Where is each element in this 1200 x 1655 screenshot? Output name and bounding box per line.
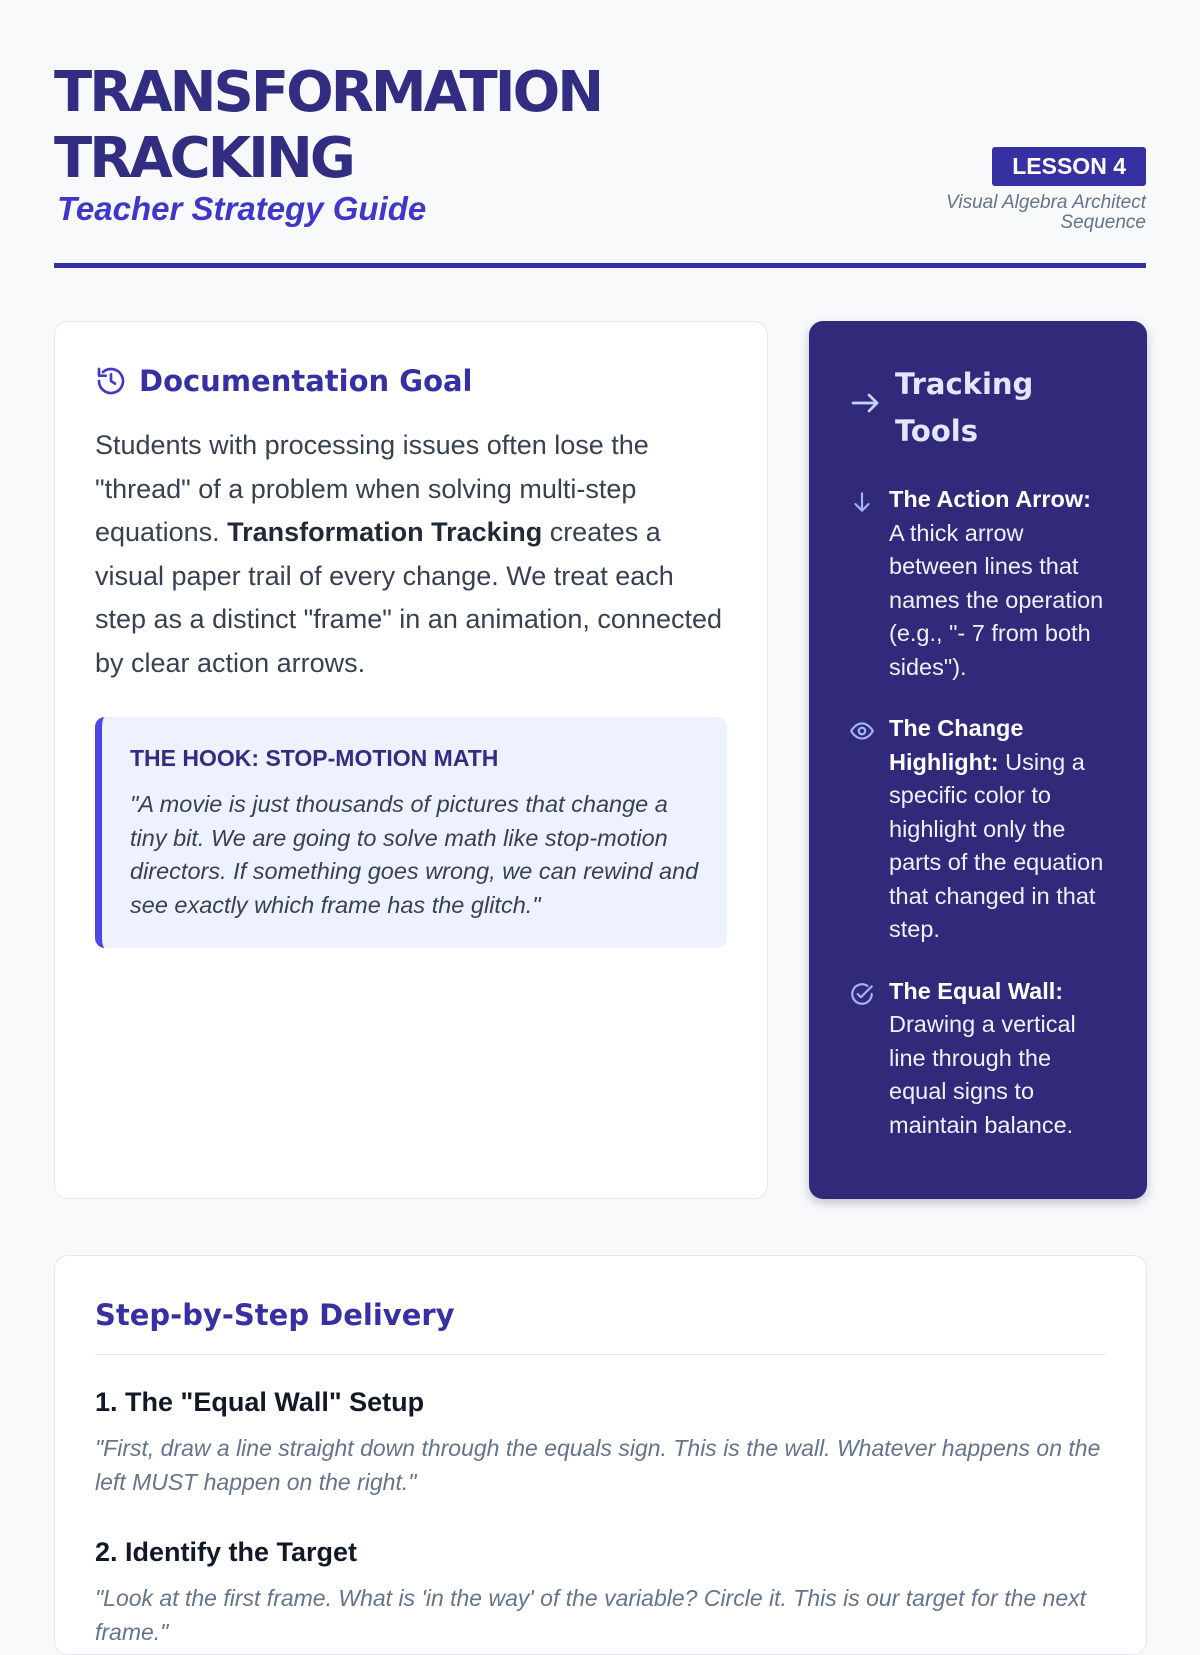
lesson-badge: LESSON 4 — [992, 147, 1146, 186]
hook-callout — [95, 717, 727, 948]
goal-text-start: Students with processing issues often lose the "thread" of a problem when solving multi-step equations. — [95, 430, 649, 547]
goal-text-emphasis: Transformation Tracking — [227, 517, 543, 547]
tool-item — [849, 975, 1109, 1143]
series-label: Visual Algebra Architect Sequence — [946, 192, 1146, 233]
tool-name: The Change Highlight: — [889, 715, 1024, 775]
page-title: TRANSFORMATION TRACKING — [54, 60, 602, 191]
step-quote: "First, draw a line straight down through the equals sign. This is the wall. Whatever happens on the left MUST happen on the right." — [95, 1435, 1101, 1495]
eye-icon — [849, 718, 875, 744]
tool-name: The Action Arrow: — [889, 486, 1091, 512]
tool-detail: A thick arrow between lines that names the operation (e.g., "- 7 from both sides"). — [889, 519, 1104, 680]
tool-name: The Equal Wall: — [889, 977, 1064, 1004]
hook-quote: "A movie is just thousands of pictures that change a tiny bit. We are going to solve math like stop-motion directors. If something goes wrong, we can rewind and see exactly which frame has the glitch." — [130, 791, 699, 918]
goal-text-end: creates a visual paper trail of every change. We treat each step as a distinct "frame" in an animation, connected by clear action arrows. — [95, 517, 723, 678]
steps-heading: Step-by-Step Delivery — [95, 1298, 1106, 1355]
goal-description — [95, 424, 727, 685]
step-by-step-card — [54, 1255, 1147, 1655]
step-item — [95, 1537, 1106, 1649]
step-title: 2. Identify the Target — [95, 1537, 358, 1567]
tool-item — [849, 483, 1109, 684]
tools-heading-row — [849, 361, 1109, 455]
arrow-right-icon — [849, 387, 881, 419]
tool-description — [889, 483, 1109, 684]
check-circle-icon — [849, 981, 875, 1007]
page-header — [54, 0, 1146, 268]
goal-heading-row — [95, 364, 727, 398]
tool-detail: Using a specific color to highlight only the parts of the equation that changed in that step. — [889, 748, 1104, 942]
tool-detail: Drawing a vertical line through the equal signs to maintain balance. — [889, 1011, 1076, 1138]
step-item — [95, 1387, 1106, 1499]
goal-heading: Documentation Goal — [139, 364, 473, 398]
arrow-down-icon — [849, 489, 875, 515]
documentation-goal-card — [54, 321, 768, 1199]
step-title: 1. The "Equal Wall" Setup — [95, 1387, 425, 1417]
history-icon — [95, 365, 127, 397]
tool-description — [889, 975, 1109, 1143]
tool-description — [889, 712, 1109, 947]
hook-title: THE HOOK: STOP-MOTION MATH — [130, 745, 499, 771]
tool-item — [849, 712, 1109, 947]
tracking-tools-panel — [809, 321, 1147, 1199]
tools-heading: Tracking Tools — [895, 367, 1034, 448]
page-subtitle: Teacher Strategy Guide — [57, 190, 427, 227]
step-quote: "Look at the first frame. What is 'in the way' of the variable? Circle it. This is our target for the next frame." — [95, 1585, 1087, 1645]
